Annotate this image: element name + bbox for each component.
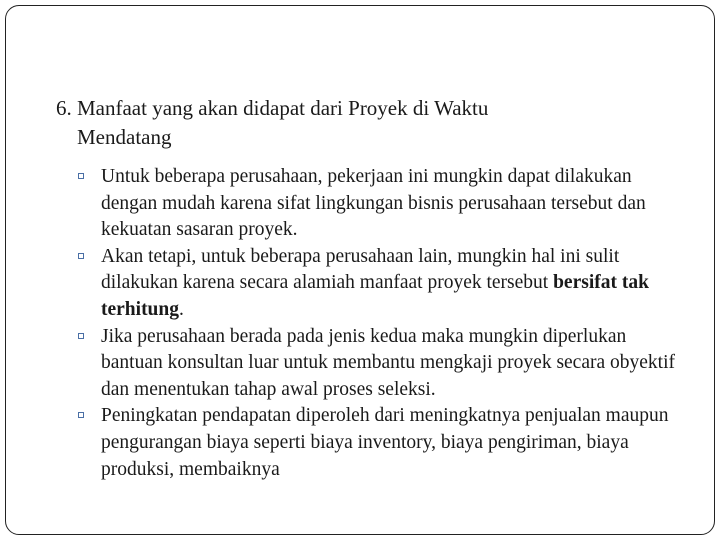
bullet-text-end: . <box>179 298 184 320</box>
square-bullet-icon <box>78 333 84 339</box>
square-bullet-icon <box>78 253 84 259</box>
square-bullet-icon <box>78 412 84 418</box>
bullet-item-2 <box>76 244 676 324</box>
bullet-text: Akan tetapi, untuk beberapa perusahaan lain, mungkin hal ini sulit dilakukan karena secara alamiah manfaat proyek tersebut <box>101 245 620 294</box>
square-bullet-icon <box>78 173 84 179</box>
heading-line2: Mendatang <box>77 125 172 149</box>
heading-line1: Manfaat yang akan didapat dari Proyek di Waktu <box>77 96 489 120</box>
slide-heading <box>56 94 656 152</box>
slide <box>5 5 715 535</box>
bullet-text: Jika perusahaan berada pada jenis kedua maka mungkin diperlukan bantuan konsultan luar untuk membantu mengkaji proyek secara obyektif dan menentukan tahap awal proses seleksi. <box>101 325 676 400</box>
heading-number: 6. <box>56 96 72 120</box>
bullet-text: Peningkatan pendapatan diperoleh dari meningkatnya penjualan maupun pengurangan biaya seperti biaya inventory, biaya pengiriman, biaya produksi, membaiknya <box>101 405 669 480</box>
bullet-bold-text: bersifat tak terhitung <box>101 272 649 320</box>
bullet-item-4 <box>76 403 676 483</box>
bullet-text: Untuk beberapa perusahaan, pekerjaan ini mungkin dapat dilakukan dengan mudah karena sifat lingkungan bisnis perusahaan tersebut dan kekuatan sasaran proyek. <box>101 166 646 241</box>
bullet-item-1 <box>76 164 676 244</box>
bullet-item-3 <box>76 324 676 404</box>
bullet-list <box>76 164 676 483</box>
